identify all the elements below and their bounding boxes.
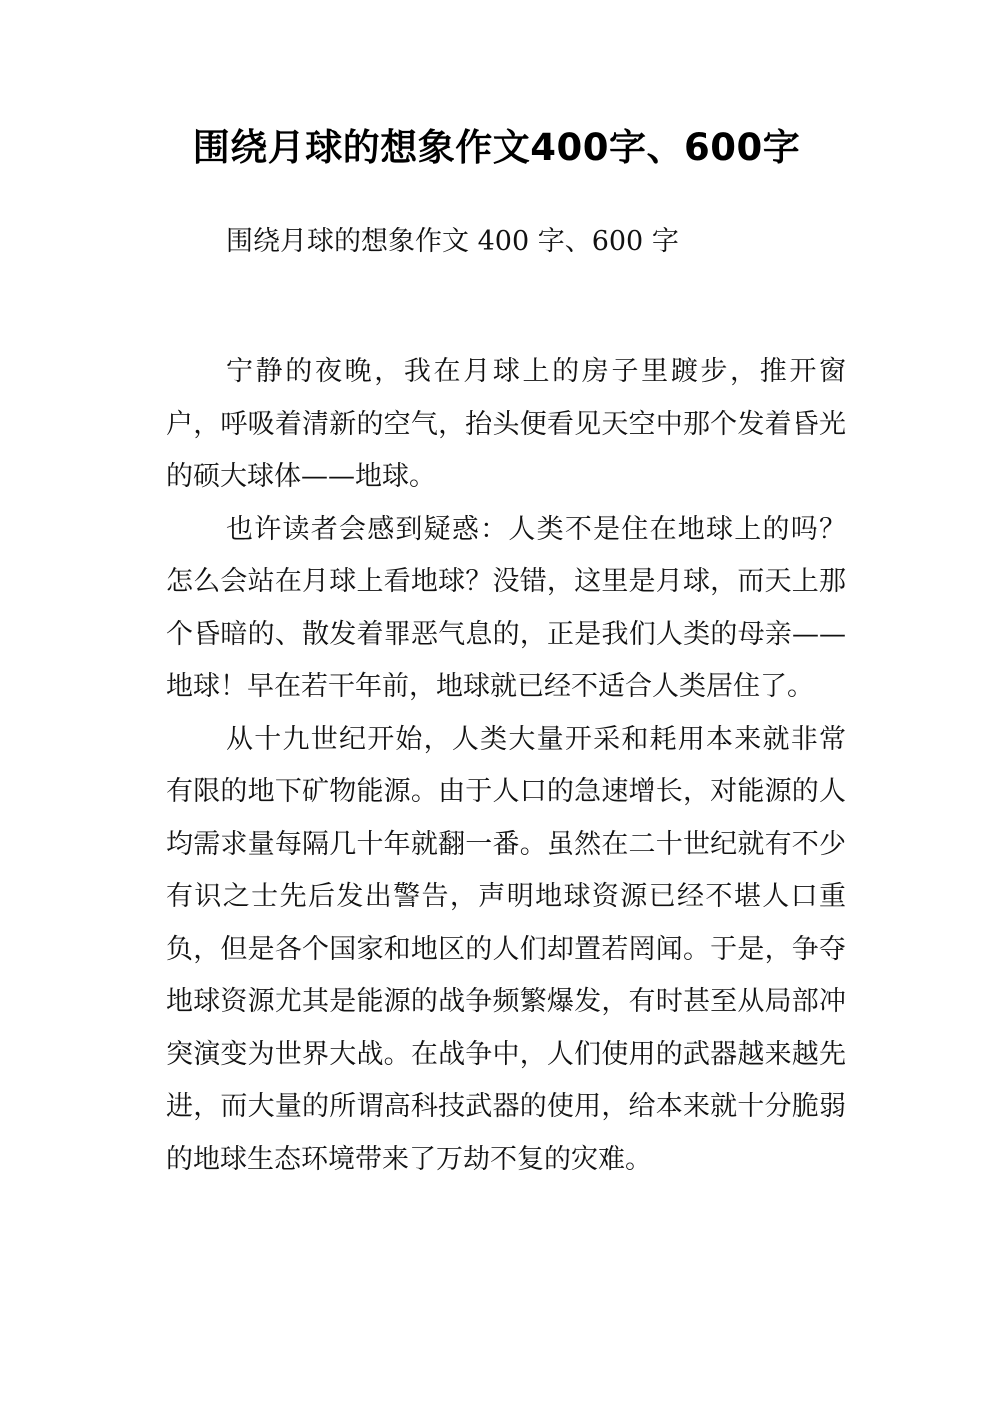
document-subtitle: 围绕月球的想象作文 400 字、600 字	[226, 226, 679, 257]
paragraph-3: 从十九世纪开始，人类大量开采和耗用本来就非常有限的地下矿物能源。由于人口的急速增长，对能源的人均需求量每隔几十年就翻一番。虽然在二十世纪就有不少有识之士先后发出警告，声明地球资源已经不堪人口重负，但是各个国家和地区的人们却置若罔闻。于是，争夺地球资源尤其是能源的战争频繁爆发，有时甚至从局部冲突演变为世界大战。在战争中，人们使用的武器越来越先进，而大量的所谓高科技武器的使用，给本来就十分脆弱的地球生态环境带来了万劫不复的灾难。	[166, 723, 846, 1175]
document-body	[166, 346, 846, 1186]
paragraph-2: 也许读者会感到疑惑：人类不是住在地球上的吗？怎么会站在月球上看地球？没错，这里是月球，而天上那个昏暗的、散发着罪恶气息的，正是我们人类的母亲——地球！早在若干年前，地球就已经不适合人类居住了。	[166, 513, 846, 702]
document-title: 围绕月球的想象作文400字、600字	[192, 126, 801, 169]
paragraph-1: 宁静的夜晚，我在月球上的房子里踱步，推开窗户，呼吸着清新的空气，抬头便看见天空中那个发着昏光的硕大球体——地球。	[166, 356, 846, 492]
